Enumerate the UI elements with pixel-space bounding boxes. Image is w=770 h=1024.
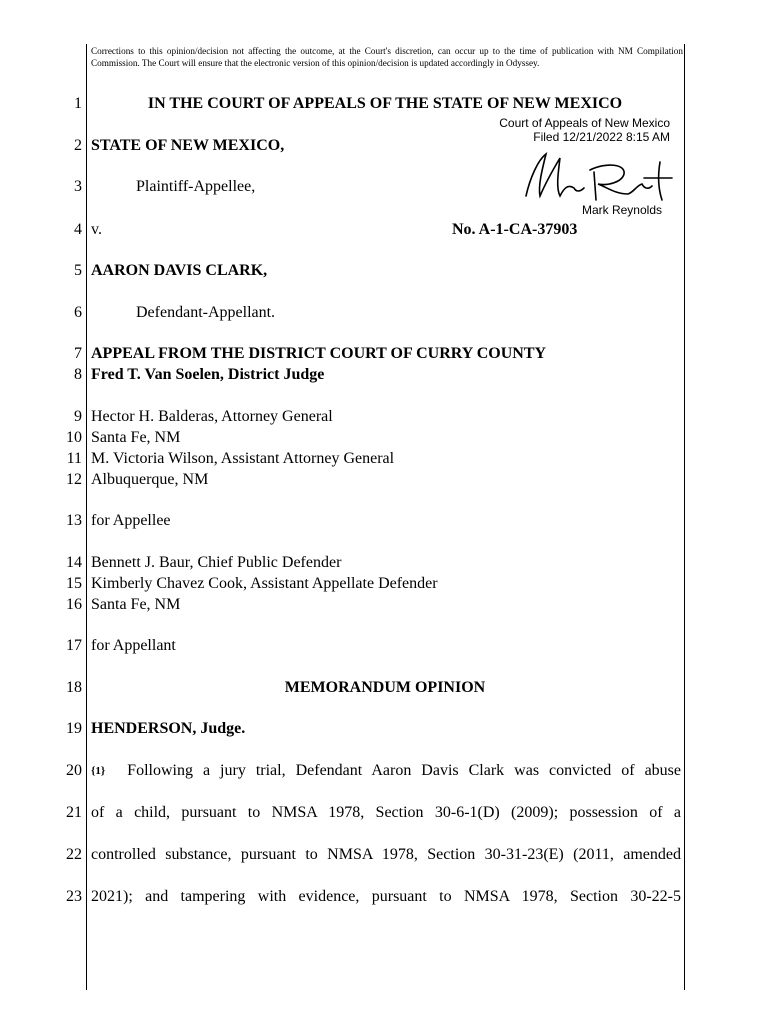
counsel-line: Bennett J. Baur, Chief Public Defender bbox=[91, 554, 342, 571]
line-number: 22 bbox=[66, 846, 82, 863]
line-number: 5 bbox=[74, 262, 82, 279]
defendant-role: Defendant-Appellant. bbox=[136, 304, 276, 321]
opinion-text: controlled substance, pursuant to NMSA 1978, Section 30-31-23(E) (2011, amended bbox=[91, 846, 681, 863]
line-number: 20 bbox=[66, 762, 82, 779]
corrections-notice: Corrections to this opinion/decision not affecting the outcome, at the Court's discretion, can occur up to the time of publication with NM Compilation Commission. The Court will ensure that the electronic version of this opinion/decision is updated accordingly in Odyssey. bbox=[91, 46, 683, 68]
line-number: 15 bbox=[66, 575, 82, 592]
line-number: 18 bbox=[66, 679, 82, 696]
line-number: 11 bbox=[66, 450, 82, 467]
line-number: 3 bbox=[74, 178, 82, 195]
line-number: 1 bbox=[74, 95, 82, 112]
counsel-line: Hector H. Balderas, Attorney General bbox=[91, 408, 333, 425]
plaintiff-role: Plaintiff-Appellee, bbox=[136, 178, 256, 195]
left-margin-rule bbox=[86, 44, 87, 990]
appeal-court: APPEAL FROM THE DISTRICT COURT OF CURRY COUNTY bbox=[91, 345, 547, 362]
filing-stamp-signer: Mark Reynolds bbox=[581, 203, 662, 217]
case-number: No. A-1-CA-37903 bbox=[452, 221, 578, 238]
opinion-heading: MEMORANDUM OPINION bbox=[284, 679, 486, 696]
line-number: 12 bbox=[66, 471, 82, 488]
line-number: 4 bbox=[74, 221, 82, 238]
line-number: 14 bbox=[66, 554, 82, 571]
clerk-signature bbox=[516, 148, 676, 208]
counsel-line: Santa Fe, NM bbox=[91, 596, 181, 613]
plaintiff-name: STATE OF NEW MEXICO, bbox=[91, 137, 285, 154]
opinion-text: of a child, pursuant to NMSA 1978, Section 30-6-1(D) (2009); possession of a bbox=[91, 804, 681, 821]
counsel-line: Kimberly Chavez Cook, Assistant Appellate Defender bbox=[91, 575, 438, 592]
line-number: 6 bbox=[74, 304, 82, 321]
filing-stamp-date: Filed 12/21/2022 8:15 AM bbox=[533, 130, 670, 144]
counsel-line: Albuquerque, NM bbox=[91, 471, 209, 488]
line-number: 13 bbox=[66, 512, 82, 529]
line-number: 8 bbox=[74, 366, 82, 383]
versus: v. bbox=[91, 221, 102, 238]
for-appellant: for Appellant bbox=[91, 637, 176, 654]
line-number: 7 bbox=[74, 345, 82, 362]
line-number: 2 bbox=[74, 137, 82, 154]
line-number: 16 bbox=[66, 596, 82, 613]
opinion-text: 2021); and tampering with evidence, pursuant to NMSA 1978, Section 30-22-5 bbox=[91, 888, 681, 905]
district-judge: Fred T. Van Soelen, District Judge bbox=[91, 366, 325, 383]
opinion-line-first bbox=[91, 762, 681, 780]
line-number: 9 bbox=[74, 408, 82, 425]
line-number: 17 bbox=[66, 637, 82, 654]
line-number: 23 bbox=[66, 888, 82, 905]
right-margin-rule bbox=[684, 44, 685, 990]
line-number: 10 bbox=[66, 429, 82, 446]
counsel-line: Santa Fe, NM bbox=[91, 429, 181, 446]
line-number: 21 bbox=[66, 804, 82, 821]
filing-stamp-court: Court of Appeals of New Mexico bbox=[499, 116, 670, 130]
counsel-line: M. Victoria Wilson, Assistant Attorney General bbox=[91, 450, 395, 467]
paragraph-mark: {1} bbox=[91, 765, 106, 777]
defendant-name: AARON DAVIS CLARK, bbox=[91, 262, 268, 279]
court-title: IN THE COURT OF APPEALS OF THE STATE OF NEW MEXICO bbox=[147, 95, 623, 112]
opinion-author: HENDERSON, Judge. bbox=[91, 720, 246, 737]
line-number: 19 bbox=[66, 720, 82, 737]
opinion-text: Following a jury trial, Defendant Aaron Davis Clark was convicted of abuse bbox=[127, 762, 681, 779]
for-appellee: for Appellee bbox=[91, 512, 171, 529]
